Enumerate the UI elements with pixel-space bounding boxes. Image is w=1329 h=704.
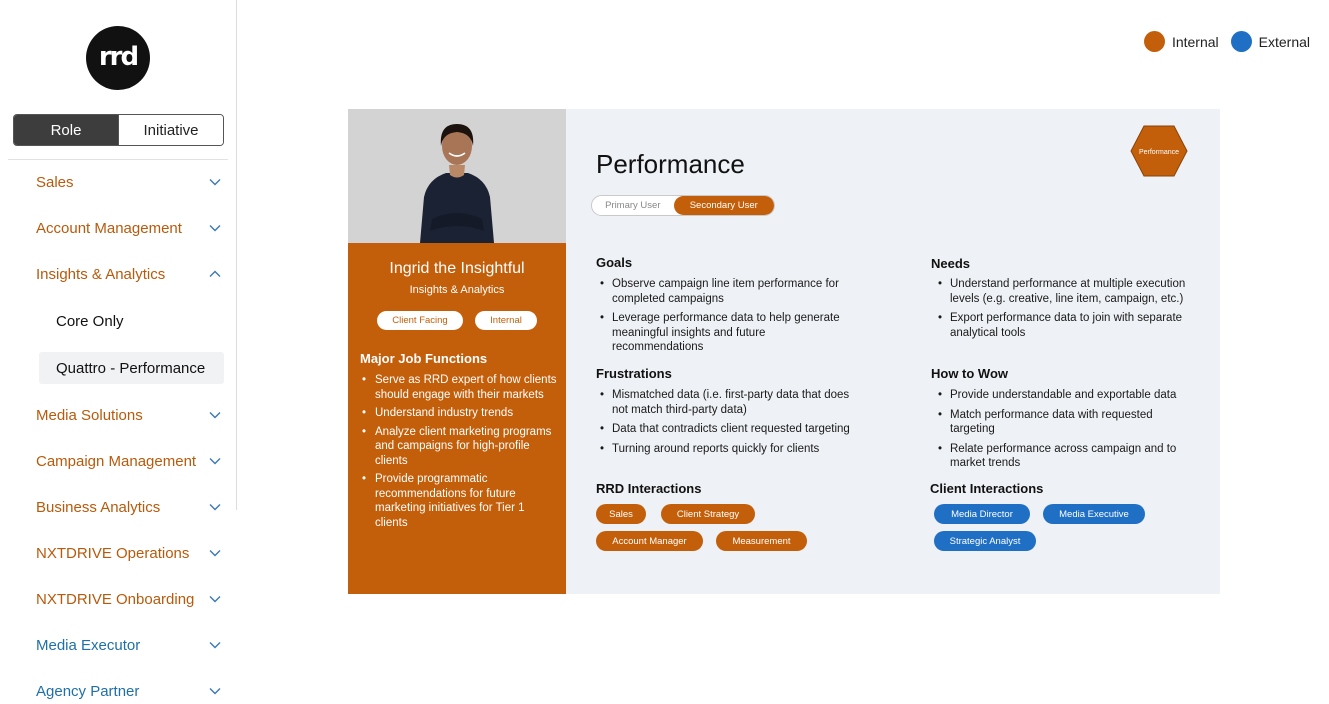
chevron-down-icon [208,175,222,189]
initiative-tab[interactable]: Initiative [118,115,223,145]
sidebar-item-sales[interactable] [36,170,222,194]
role-initiative-toggle [13,114,224,146]
sidebar-item-nxtdrive-operations[interactable] [36,541,222,565]
rrd-tag-sales[interactable]: Sales [596,504,646,524]
job-functions-list [362,373,558,534]
sidebar-item-label: NXTDRIVE Operations [36,544,190,562]
client-facing-badge: Client Facing [377,311,463,330]
legend-external-label: External [1258,33,1310,50]
hex-label: Performance [1138,149,1180,156]
role-tab[interactable]: Role [14,115,118,145]
client-tag-media-director[interactable]: Media Director [934,504,1030,524]
sidebar-item-label: Sales [36,173,74,191]
chevron-down-icon [208,546,222,560]
secondary-user-tab[interactable]: Secondary User [674,196,774,215]
sidebar-subitem-core-only[interactable]: Core Only [56,312,124,330]
sidebar-item-label: Media Solutions [36,406,143,424]
sidebar-item-label: Campaign Management [36,452,197,470]
nav-divider [8,159,228,160]
list-item: • Provide programmatic recommendations for future marketing initiatives for Tier 1 clients [362,472,558,530]
user-type-toggle [591,195,775,216]
sidebar-divider [236,0,237,510]
chevron-down-icon [208,684,222,698]
list-item: • Mismatched data (i.e. first-party data that does not match third-party data) [596,388,856,417]
logo-text: rrd [98,41,138,72]
persona-role: Insights & Analytics [409,284,505,296]
legend-external [1231,31,1310,52]
legend [1144,31,1310,52]
sidebar-item-label: Account Management [36,219,182,237]
rrd-tag-client-strategy[interactable]: Client Strategy [661,504,755,524]
internal-badge: Internal [475,311,537,330]
sidebar-item-label: Business Analytics [36,498,161,516]
how-to-wow-list [934,388,1196,476]
sidebar-item-account-management[interactable] [36,216,222,240]
persona-card [348,109,1220,594]
sidebar-item-campaign-management[interactable] [36,449,222,473]
sidebar-item-label: NXTDRIVE Onboarding [36,590,195,608]
sidebar-item-insights-analytics[interactable] [36,262,222,286]
chevron-down-icon [208,592,222,606]
client-tag-strategic-analyst[interactable]: Strategic Analyst [934,531,1036,551]
goals-list [596,277,856,360]
sidebar-item-media-solutions[interactable] [36,403,222,427]
chevron-down-icon [208,638,222,652]
sidebar-item-media-executor[interactable] [36,633,222,657]
sidebar-item-business-analytics[interactable] [36,495,222,519]
chevron-down-icon [208,408,222,422]
list-item: • Data that contradicts client requested targeting [596,422,856,437]
chevron-down-icon [208,221,222,235]
sidebar [0,0,237,704]
list-item: • Provide understandable and exportable data [934,388,1196,403]
frustrations-list [596,388,856,461]
needs-title: Needs [931,256,971,271]
job-functions-title: Major Job Functions [360,351,488,366]
persona-portrait-icon [348,109,566,243]
sidebar-item-label: Media Executor [36,636,141,654]
list-item: • Export performance data to join with separate analytical tools [934,311,1196,340]
list-item: • Observe campaign line item performance for completed campaigns [596,277,856,306]
sidebar-item-label: Insights & Analytics [36,265,166,283]
list-item: • Analyze client marketing programs and campaigns for high-profile clients [362,425,558,469]
list-item: • Understand performance at multiple execution levels (e.g. creative, line item, campaign, etc.) [934,277,1196,306]
list-item: • Serve as RRD expert of how clients should engage with their markets [362,373,558,402]
internal-dot-icon [1144,31,1165,52]
needs-list [934,277,1196,345]
rrd-tag-account-manager[interactable]: Account Manager [596,531,703,551]
list-item: • Match performance data with requested targeting [934,408,1196,437]
primary-user-tab[interactable]: Primary User [605,200,661,211]
how-to-wow-title: How to Wow [931,366,1009,381]
list-item: • Turning around reports quickly for clients [596,442,856,457]
rrd-tag-measurement[interactable]: Measurement [716,531,807,551]
persona-panel [348,109,566,594]
chevron-down-icon [208,500,222,514]
list-item: • Understand industry trends [362,406,558,421]
persona-photo [348,109,566,243]
sidebar-item-label: Agency Partner [36,682,140,700]
performance-hexagon-icon [1130,125,1188,177]
client-tag-media-executive[interactable]: Media Executive [1043,504,1145,524]
rrd-interactions-title: RRD Interactions [596,481,702,496]
rrd-logo[interactable] [86,26,150,90]
list-item: • Leverage performance data to help generate meaningful insights and future recommendations [596,311,856,355]
external-dot-icon [1231,31,1252,52]
sidebar-item-nxtdrive-onboarding[interactable] [36,587,222,611]
persona-name: Ingrid the Insightful [389,260,525,277]
client-interactions-title: Client Interactions [930,481,1044,496]
sidebar-subitem-quattro-performance[interactable]: Quattro - Performance [39,352,224,384]
page-title: Performance [596,149,745,179]
sidebar-item-agency-partner[interactable] [36,679,222,703]
legend-internal-label: Internal [1171,33,1219,50]
legend-internal [1144,31,1219,52]
goals-title: Goals [596,255,633,270]
list-item: • Relate performance across campaign and to market trends [934,442,1196,471]
frustrations-title: Frustrations [596,366,672,381]
chevron-up-icon [208,267,222,281]
chevron-down-icon [208,454,222,468]
